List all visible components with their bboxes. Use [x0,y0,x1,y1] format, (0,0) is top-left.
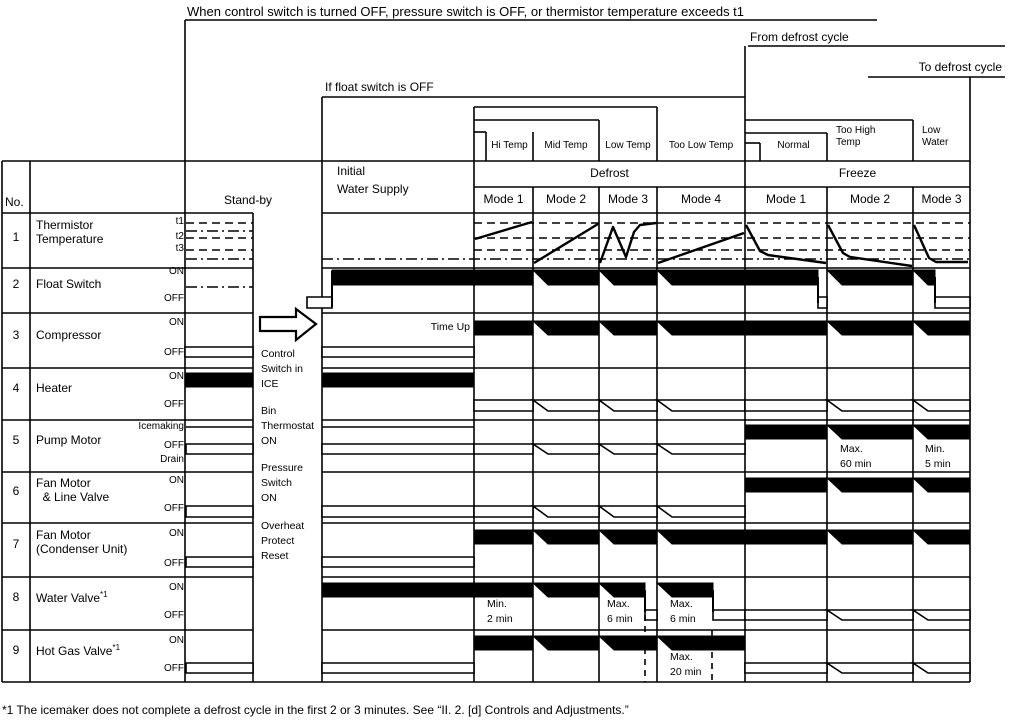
level-label: OFF [164,558,184,569]
initial-water-supply-header-line1: Initial [337,164,366,178]
row-name: Hot Gas Valve$^{*1}$ [36,643,121,658]
gap-note: Overheat Protect Reset [261,520,305,562]
annotation: Max. 6 min [607,598,633,625]
row-number: 2 [12,277,20,291]
condition-header: Too Low Temp [668,140,734,151]
level-label: Icemaking [138,421,184,432]
condition-header: Low Water [922,125,949,148]
level-label: ON [169,635,184,646]
condition-header: Mid Temp [544,140,588,151]
gap-note: Control Switch in ICE [261,348,304,390]
row-number: 7 [12,537,20,551]
annotation: Min. 5 min [925,443,951,470]
level-label: ON [169,582,184,593]
standby-header: Stand-by [223,193,273,207]
level-label: t3 [175,243,184,254]
condition-header: Low Temp [605,140,651,151]
banner-from-defrost: From defrost cycle [750,30,849,44]
row-number: 8 [12,590,20,604]
row-number: 9 [12,643,20,657]
mode-header: Mode 2 [545,192,587,206]
level-label: OFF [164,663,184,674]
row-number: 6 [12,484,20,498]
mode-header: Mode 1 [483,192,524,206]
condition-header: Normal [777,140,810,151]
row-name: Fan Motor & Line Valve [36,476,110,505]
level-label: ON [169,317,184,328]
row-name-footnote-ref: *1 [100,590,108,599]
gap-note: Pressure Switch ON [261,462,304,504]
row-name: Water Valve$^{*1}$ [36,590,108,605]
gap-note: Bin Thermostat ON [261,405,315,447]
mode-header: Mode 1 [765,192,807,206]
level-label: ON [169,475,184,486]
annotation: Max. 60 min [840,443,872,470]
level-label: OFF [164,440,184,451]
level-label: Drain [160,454,184,465]
mode-header: Mode 3 [921,192,962,206]
section-header-defrost: Defrost [590,166,629,180]
row-number: 4 [12,381,20,395]
mode-header: Mode 3 [607,192,649,206]
level-label: t1 [175,216,184,227]
row-name: Heater [36,381,73,395]
annotation: Max. 6 min [670,598,696,625]
chart-title: When control switch is turned OFF, pressure switch is OFF, or thermistor temperature exceeds t1 [187,4,745,19]
row-name: Pump Motor [36,433,102,447]
row-number: 3 [12,328,20,342]
banner-to-defrost: To defrost cycle [918,60,1002,74]
level-label: t2 [175,231,184,242]
annotation: Time Up [430,321,470,333]
footnote: *1 The icemaker does not complete a defrost cycle in the first 2 or 3 minutes. See “II. 2. [d] Controls and Adjustments.” [2,703,629,717]
mode-header: Mode 4 [680,192,722,206]
level-label: OFF [164,293,184,304]
row-number: 5 [12,433,20,447]
row-name-footnote-ref: *1 [112,643,121,652]
row-name: Compressor [36,328,102,342]
level-label: OFF [164,610,184,621]
level-label: OFF [164,347,184,358]
level-label: OFF [164,399,184,410]
row-name: Thermistor Temperature [36,218,104,247]
condition-header: Hi Temp [491,140,528,151]
initial-water-supply-header-line2: Water Supply [337,182,409,196]
annotation: Min. 2 min [487,598,513,625]
level-label: ON [169,266,184,277]
condition-header: Too High Temp [836,125,876,148]
row-number: 1 [12,230,20,244]
level-label: OFF [164,503,184,514]
level-label: ON [169,371,184,382]
no-column-header: No. [5,195,24,209]
mode-header: Mode 2 [849,192,891,206]
annotation: Max. 20 min [670,651,702,678]
level-label: ON [169,528,184,539]
row-name: Fan Motor (Condenser Unit) [36,528,128,557]
banner-if-float-switch: If float switch is OFF [325,80,434,94]
section-header-freeze: Freeze [838,166,877,180]
row-name: Float Switch [36,277,102,291]
